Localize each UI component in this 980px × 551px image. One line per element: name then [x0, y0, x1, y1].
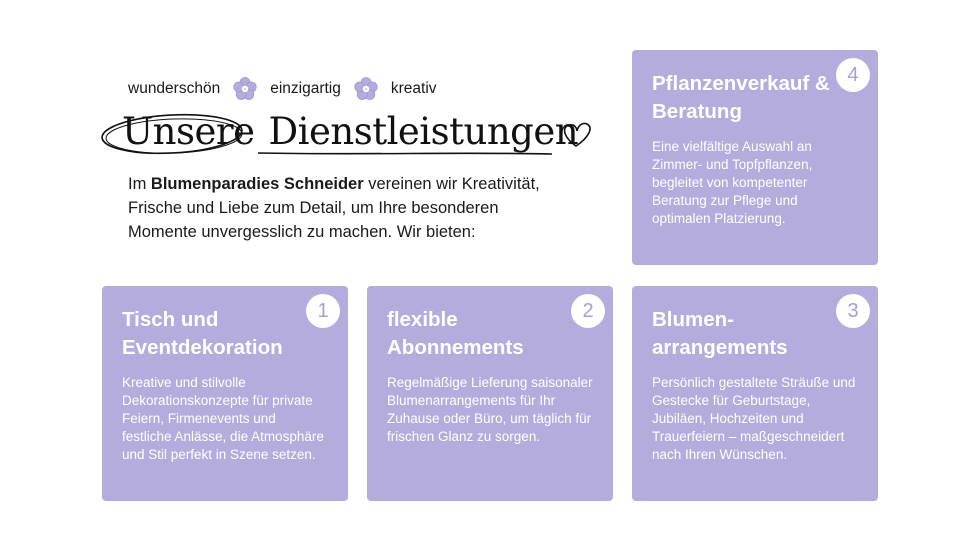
tagline: [128, 76, 437, 102]
card-description: Eine vielfältige Auswahl an Zimmer- und Topfpflanzen, begleitet von kompetenter Beratung zur Pflege und optimalen Platzierung.: [652, 139, 813, 226]
tagline-word: kreativ: [390, 80, 437, 97]
title-word-unsere: Unsere: [122, 110, 255, 153]
service-card-arrangements: [632, 286, 878, 501]
page-title-block: [100, 108, 600, 164]
card-title: flexible Abonnements: [387, 308, 524, 359]
title-word-dienstleistungen: Dienstleistungen: [268, 110, 579, 153]
card-number-badge: 4: [836, 58, 870, 92]
card-description: Kreative und stilvolle Dekorationskonzepte für private Feiern, Firmenevents und festliche Anlässe, die Atmosphäre und Stil perfekt in Szene setzen.: [122, 375, 324, 462]
tagline-word: wunderschön: [128, 80, 221, 97]
service-card-subscriptions: [367, 286, 613, 501]
intro-text-start: Im: [128, 175, 151, 193]
service-card-plant-sales: [632, 50, 878, 265]
card-title: Pflanzenverkauf & Beratung: [652, 72, 830, 123]
title-underline: [258, 153, 552, 154]
tagline-word: einzigartig: [270, 80, 341, 97]
page-title: [122, 110, 578, 153]
card-title: Blumen-arrangements: [652, 308, 788, 359]
brand-name: Blumenparadies Schneider: [150, 175, 364, 193]
flower-icon: [353, 76, 379, 102]
intro-text-end: vereinen wir Kreativität, Frische und Liebe zum Detail, um Ihre besonderen Momente unvergesslich zu machen. Wir bieten:: [128, 175, 540, 241]
card-description: Persönlich gestaltete Sträuße und Gestecke für Geburtstage, Jubiläen, Hochzeiten und Trauerfeiern – maßgeschneidert nach Ihren Wünschen.: [652, 375, 856, 462]
card-number-badge: 1: [306, 294, 340, 328]
card-description: Regelmäßige Lieferung saisonaler Blumenarrangements für Ihr Zuhause oder Büro, um täglich für frischen Glanz zu sorgen.: [387, 375, 593, 444]
card-number-badge: 2: [571, 294, 605, 328]
intro-paragraph: [128, 172, 568, 244]
card-title: Tisch und Eventdekoration: [122, 308, 283, 359]
flower-icon: [232, 76, 258, 102]
service-card-event-decoration: [102, 286, 348, 501]
card-number-badge: 3: [836, 294, 870, 328]
